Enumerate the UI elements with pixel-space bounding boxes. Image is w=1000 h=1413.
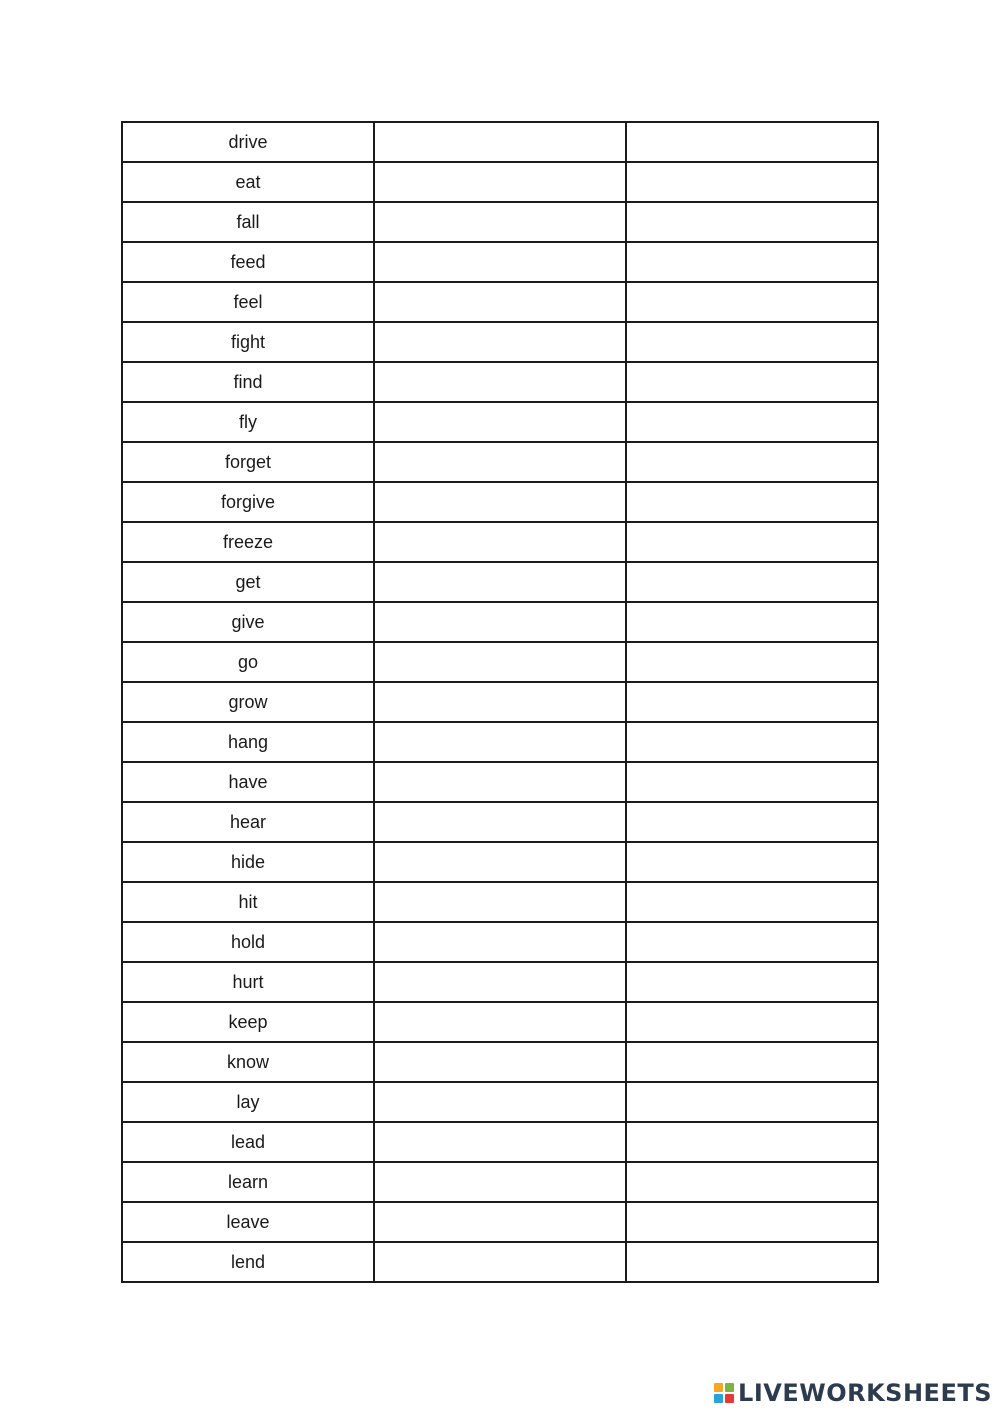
verb-base-form: freeze	[122, 522, 374, 562]
past-simple-answer-cell[interactable]	[374, 242, 626, 282]
verb-base-form: leave	[122, 1202, 374, 1242]
past-participle-answer-cell[interactable]	[626, 842, 878, 882]
verb-base-form: give	[122, 602, 374, 642]
past-participle-answer-cell[interactable]	[626, 1042, 878, 1082]
past-participle-answer-cell[interactable]	[626, 1002, 878, 1042]
table-row	[122, 642, 878, 682]
past-participle-answer-cell[interactable]	[626, 162, 878, 202]
past-participle-answer-cell[interactable]	[626, 522, 878, 562]
past-simple-answer-cell[interactable]	[374, 202, 626, 242]
past-participle-answer-cell[interactable]	[626, 482, 878, 522]
past-participle-answer-cell[interactable]	[626, 962, 878, 1002]
table-row	[122, 922, 878, 962]
table-row	[122, 1122, 878, 1162]
verb-base-form: hang	[122, 722, 374, 762]
past-participle-answer-cell[interactable]	[626, 442, 878, 482]
verb-base-form: know	[122, 1042, 374, 1082]
past-simple-answer-cell[interactable]	[374, 922, 626, 962]
verb-base-form: learn	[122, 1162, 374, 1202]
table-row	[122, 882, 878, 922]
past-participle-answer-cell[interactable]	[626, 282, 878, 322]
past-participle-answer-cell[interactable]	[626, 882, 878, 922]
logo-square-3	[714, 1394, 723, 1403]
past-participle-answer-cell[interactable]	[626, 122, 878, 162]
verb-base-form: hold	[122, 922, 374, 962]
past-participle-answer-cell[interactable]	[626, 722, 878, 762]
table-row	[122, 522, 878, 562]
past-participle-answer-cell[interactable]	[626, 762, 878, 802]
table-row	[122, 242, 878, 282]
past-participle-answer-cell[interactable]	[626, 682, 878, 722]
past-simple-answer-cell[interactable]	[374, 482, 626, 522]
past-participle-answer-cell[interactable]	[626, 1082, 878, 1122]
verb-base-form: go	[122, 642, 374, 682]
logo-mark-icon	[714, 1383, 734, 1403]
past-simple-answer-cell[interactable]	[374, 722, 626, 762]
past-simple-answer-cell[interactable]	[374, 842, 626, 882]
verb-base-form: get	[122, 562, 374, 602]
table-row	[122, 602, 878, 642]
past-simple-answer-cell[interactable]	[374, 402, 626, 442]
verb-table-body	[122, 122, 878, 1282]
past-participle-answer-cell[interactable]	[626, 1202, 878, 1242]
table-row	[122, 722, 878, 762]
past-participle-answer-cell[interactable]	[626, 322, 878, 362]
verb-base-form: lend	[122, 1242, 374, 1282]
table-row	[122, 1202, 878, 1242]
past-participle-answer-cell[interactable]	[626, 602, 878, 642]
table-row	[122, 322, 878, 362]
past-simple-answer-cell[interactable]	[374, 1002, 626, 1042]
past-simple-answer-cell[interactable]	[374, 1042, 626, 1082]
table-row	[122, 1242, 878, 1282]
past-simple-answer-cell[interactable]	[374, 1242, 626, 1282]
past-participle-answer-cell[interactable]	[626, 202, 878, 242]
table-row	[122, 282, 878, 322]
verb-base-form: find	[122, 362, 374, 402]
verb-base-form: hurt	[122, 962, 374, 1002]
verb-base-form: keep	[122, 1002, 374, 1042]
table-row	[122, 762, 878, 802]
verb-base-form: lead	[122, 1122, 374, 1162]
table-row	[122, 122, 878, 162]
table-row	[122, 482, 878, 522]
verb-table	[121, 121, 879, 1283]
past-simple-answer-cell[interactable]	[374, 1162, 626, 1202]
past-participle-answer-cell[interactable]	[626, 242, 878, 282]
verb-base-form: forget	[122, 442, 374, 482]
past-participle-answer-cell[interactable]	[626, 1242, 878, 1282]
verb-base-form: eat	[122, 162, 374, 202]
past-simple-answer-cell[interactable]	[374, 1122, 626, 1162]
verb-base-form: grow	[122, 682, 374, 722]
logo-square-4	[725, 1394, 734, 1403]
logo-text: LIVEWORKSHEETS	[738, 1379, 992, 1407]
past-simple-answer-cell[interactable]	[374, 122, 626, 162]
verb-base-form: hit	[122, 882, 374, 922]
past-simple-answer-cell[interactable]	[374, 1082, 626, 1122]
table-row	[122, 562, 878, 602]
verb-base-form: have	[122, 762, 374, 802]
past-participle-answer-cell[interactable]	[626, 562, 878, 602]
past-simple-answer-cell[interactable]	[374, 642, 626, 682]
verb-base-form: fly	[122, 402, 374, 442]
table-row	[122, 362, 878, 402]
past-participle-answer-cell[interactable]	[626, 1122, 878, 1162]
table-row	[122, 842, 878, 882]
past-simple-answer-cell[interactable]	[374, 962, 626, 1002]
logo-square-1	[714, 1383, 723, 1392]
past-simple-answer-cell[interactable]	[374, 802, 626, 842]
table-row	[122, 1162, 878, 1202]
past-participle-answer-cell[interactable]	[626, 642, 878, 682]
table-row	[122, 202, 878, 242]
past-simple-answer-cell[interactable]	[374, 522, 626, 562]
past-participle-answer-cell[interactable]	[626, 402, 878, 442]
verb-base-form: fall	[122, 202, 374, 242]
verb-base-form: feed	[122, 242, 374, 282]
past-participle-answer-cell[interactable]	[626, 362, 878, 402]
past-simple-answer-cell[interactable]	[374, 882, 626, 922]
past-simple-answer-cell[interactable]	[374, 162, 626, 202]
table-row	[122, 802, 878, 842]
past-simple-answer-cell[interactable]	[374, 762, 626, 802]
verb-base-form: fight	[122, 322, 374, 362]
verb-base-form: forgive	[122, 482, 374, 522]
past-simple-answer-cell[interactable]	[374, 682, 626, 722]
table-row	[122, 962, 878, 1002]
past-simple-answer-cell[interactable]	[374, 362, 626, 402]
verb-base-form: lay	[122, 1082, 374, 1122]
verb-base-form: feel	[122, 282, 374, 322]
table-row	[122, 1002, 878, 1042]
past-simple-answer-cell[interactable]	[374, 282, 626, 322]
table-row	[122, 162, 878, 202]
past-simple-answer-cell[interactable]	[374, 602, 626, 642]
past-simple-answer-cell[interactable]	[374, 562, 626, 602]
table-row	[122, 402, 878, 442]
liveworksheets-logo	[714, 1379, 992, 1407]
table-row	[122, 442, 878, 482]
verb-base-form: hear	[122, 802, 374, 842]
table-row	[122, 1082, 878, 1122]
verb-base-form: drive	[122, 122, 374, 162]
logo-square-2	[725, 1383, 734, 1392]
past-participle-answer-cell[interactable]	[626, 922, 878, 962]
past-participle-answer-cell[interactable]	[626, 802, 878, 842]
table-row	[122, 1042, 878, 1082]
verb-base-form: hide	[122, 842, 374, 882]
past-simple-answer-cell[interactable]	[374, 1202, 626, 1242]
past-simple-answer-cell[interactable]	[374, 442, 626, 482]
past-simple-answer-cell[interactable]	[374, 322, 626, 362]
table-row	[122, 682, 878, 722]
past-participle-answer-cell[interactable]	[626, 1162, 878, 1202]
